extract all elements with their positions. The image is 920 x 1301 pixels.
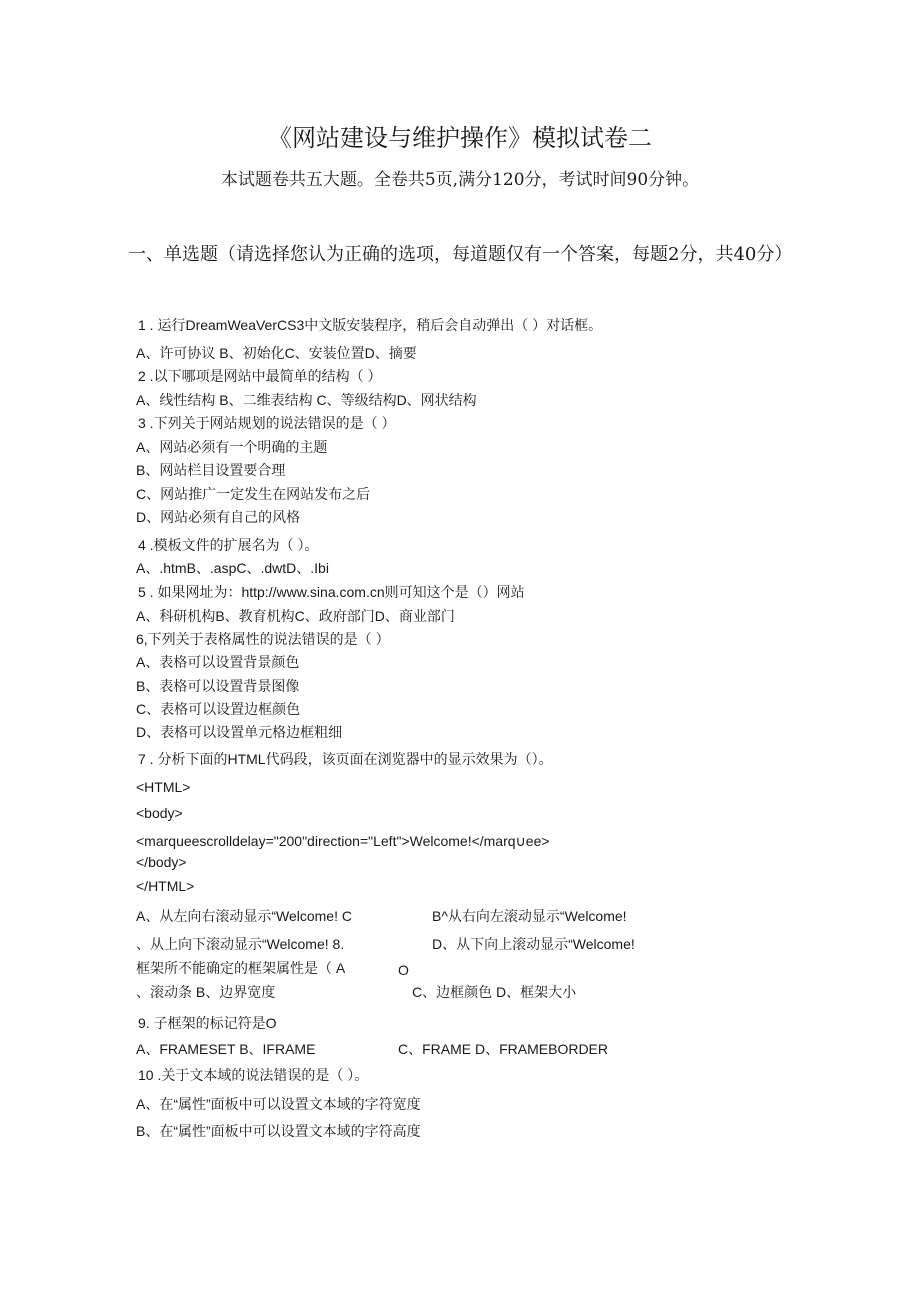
code-line-html-open: <HTML> xyxy=(136,779,191,795)
question-2-options: A、线性结构 B、二维表结构 C、等级结构D、网状结构 xyxy=(136,392,477,408)
question-7-option-d: D、从下向上滚动显示“Welcome! xyxy=(432,936,635,952)
question-3: 3 .下列关于网站规划的说法错误的是（ ） xyxy=(138,415,396,431)
code-line-body-close: </body> xyxy=(136,854,187,870)
page-title: 《网站建设与维护操作》模拟试卷二 xyxy=(268,124,652,152)
code-line-body-open: <body> xyxy=(136,805,183,821)
question-9-options-ab: A、FRAMESET B、IFRAME xyxy=(136,1041,316,1057)
question-3-option-d: D、网站必须有自己的风格 xyxy=(136,509,301,525)
section-heading: 一、单选题（请选择您认为正确的选项，每道题仅有一个答案，每题2分，共40分） xyxy=(128,244,793,265)
question-5-options: A、科研机构B、教育机构C、政府部门D、商业部门 xyxy=(136,608,455,624)
question-6: 6,下列关于表格属性的说法错误的是（ ） xyxy=(136,631,390,647)
question-9: 9. 子框架的标记符是O xyxy=(138,1015,277,1031)
question-10-option-b: B、在“属性”面板中可以设置文本域的字符高度 xyxy=(136,1123,421,1139)
question-6-option-b: B、表格可以设置背景图像 xyxy=(136,678,300,694)
question-1: 1 . 运行DreamWeaVerCS3中文版安装程序，稍后会自动弹出（ ）对话框。 xyxy=(138,317,603,333)
question-4: 4 .模板文件的扩展名为（ ）。 xyxy=(138,537,319,553)
question-7: 7 . 分析下面的HTML代码段，该页面在浏览器中的显示效果为（）。 xyxy=(138,751,553,767)
question-7-option-c: 、从上向下滚动显示“Welcome! 8. xyxy=(136,936,345,952)
question-5: 5 . 如果网址为：http://www.sina.com.cn则可知这个是（）网站 xyxy=(138,584,525,600)
question-8-options-ab: 、滚动条 B、边界宽度 xyxy=(136,984,276,1000)
exam-instructions: 本试题卷共五大题。全卷共5页,满分120分，考试时间90分钟。 xyxy=(220,170,700,190)
question-3-option-c: C、网站推广一定发生在网站发布之后 xyxy=(136,486,371,502)
question-3-option-b: B、网站栏目设置要合理 xyxy=(136,462,286,478)
question-1-options: A、许可协议 B、初始化C、安装位置D、摘要 xyxy=(136,345,417,361)
question-8: 框架所不能确定的框架属性是（ A xyxy=(136,960,346,976)
code-line-marquee: <marqueescrolldelay="200"direction="Left">Welcome!</marq∪ee> xyxy=(136,833,550,849)
question-6-option-d: D、表格可以设置单元格边框粗细 xyxy=(136,724,343,740)
question-4-options: A、.htmB、.aspC、.dwtD、.Ibi xyxy=(136,560,329,576)
question-8-options-cd: C、边框颜色 D、框架大小 xyxy=(412,984,577,1000)
question-8-mark: O xyxy=(398,962,409,978)
question-7-option-a: A、从左向右滚动显示“Welcome! C xyxy=(136,908,352,924)
question-10: 10 .关于文本域的说法错误的是（ ）。 xyxy=(138,1067,369,1083)
question-9-options-cd: C、FRAME D、FRAMEBORDER xyxy=(398,1041,609,1057)
question-3-option-a: A、网站必须有一个明确的主题 xyxy=(136,439,328,455)
question-2: 2 .以下哪项是网站中最简单的结构（ ） xyxy=(138,368,382,384)
question-6-option-c: C、表格可以设置边框颜色 xyxy=(136,701,301,717)
question-7-option-b: B^从右向左滚动显示“Welcome! xyxy=(432,908,627,924)
question-10-option-a: A、在“属性”面板中可以设置文本域的字符宽度 xyxy=(136,1096,421,1112)
question-6-option-a: A、表格可以设置背景颜色 xyxy=(136,654,300,670)
code-line-html-close: </HTML> xyxy=(136,878,195,894)
